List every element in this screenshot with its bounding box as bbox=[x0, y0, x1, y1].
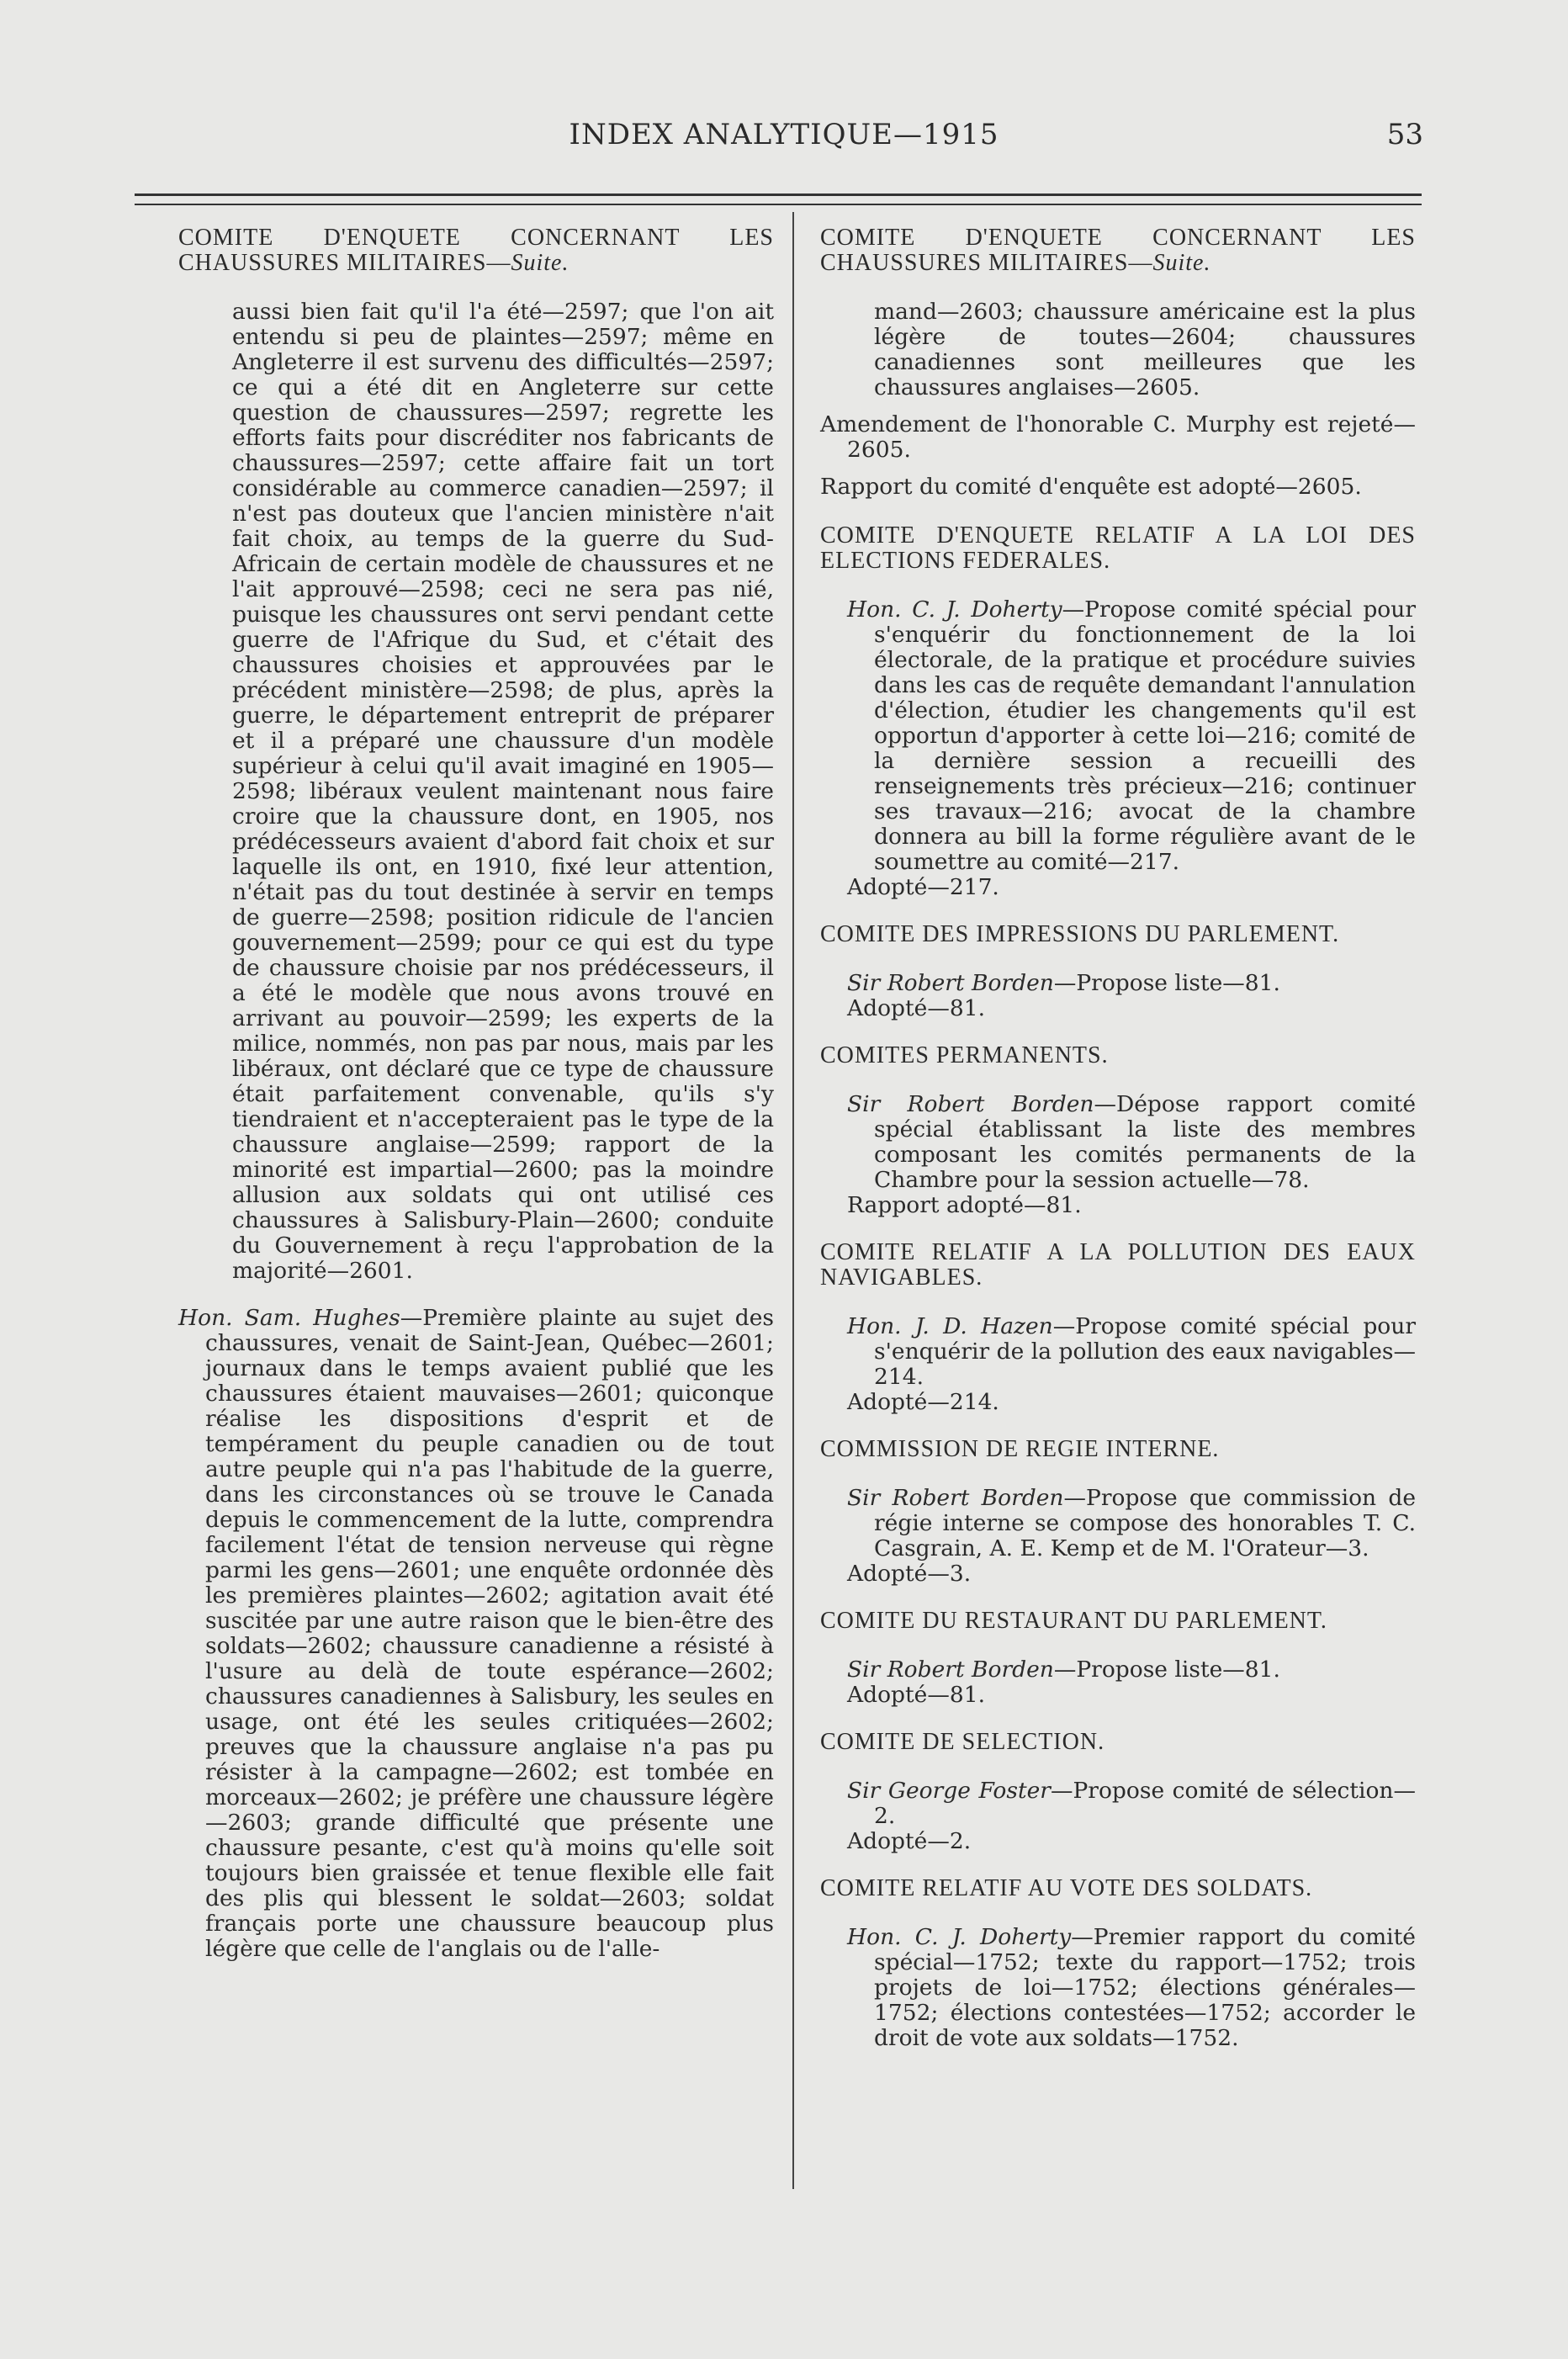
left-para-continuation: aussi bien fait qu'il l'a été—2597; que l'on ait entendu si peu de plaintes—2597; même en Angleterre il est survenu des difficultés—2597; ce qui a été dit en Angleterre sur cette question de chaussures—2597; regrette les efforts faits pour discréditer nos fabricants de chaussures—2597; cette affaire fait un tort considérable au commerce canadien—2597; il n'est pas douteux que l'ancien ministère n'ait fait choix, au temps de la guerre du Sud-Africain de certain modèle de chaussures et ne l'ait approuvé—2598; ceci ne sera pas nié, puisque les chaussures ont servi pendant cette guerre de l'Afrique du Sud, et c'était des chaussures choisies et approuvées par le précédent ministère—2598; de plus, après la guerre, le département entreprit de préparer et il a préparé une chaussure d'un modèle supérieur à celui qu'il avait imaginé en 1905—2598; libéraux veulent maintenant nous faire croire que la chaussure dont, en 1905, nos prédécesseurs avaient d'abord fait choix et sur laquelle ils ont, en 1910, fixé leur attention, n'était pas du tout destinée à servir en temps de guerre—2598; position ridicule de l'ancien gouvernement—2599; pour ce qui est du type de chaussure choisie par nos prédécesseurs, il a été le modèle que nous avons trouvé en arrivant au pouvoir—2599; les experts de la milice, nommés, non pas par nous, mais par les libéraux, ont déclaré que ce type de chaussure était parfaitement convenable, qu'ils s'y tiendraient et n'accepteraient pas le type de la chaussure anglaise—2599; rapport de la minorité est impartial—2600; pas la moindre allusion aux soldats qui ont utilisé ces chaussures à Salisbury-Plain—2600; conduite du Gouvernement à reçu l'approbation de la majorité—2601. bbox=[232, 299, 774, 1284]
section-text: —Propose liste—81. bbox=[1053, 1657, 1280, 1683]
header-rule-thick bbox=[135, 193, 1422, 196]
section-adopted: Adopté—81. bbox=[847, 995, 985, 1021]
section-name: Hon. J. D. Hazen bbox=[847, 1313, 1053, 1339]
right-heading bbox=[820, 225, 1416, 276]
section-adopted: Adopté—3. bbox=[847, 1561, 972, 1587]
section-text: —Propose comité spécial pour s'enquérir du fonctionnement de la loi électorale, de la pratique et procédure suivies dans les cas de requête demandant l'annulation d'élection, étudier les changements qu'il est opportun d'apporter à cette loi—216; comité de la dernière session a recueilli des renseignements très précieux—216; continuer ses travaux—216; avocat de la chambre donnera au bill la forme régulière avant de le soumettre au comité—217. bbox=[874, 596, 1416, 875]
section-text: —Premier rapport du comité spécial—1752; texte du rapport—1752; trois projets de loi—1752; élections générales—1752; élections contestées—1752; accorder le droit de vote aux soldats—1752. bbox=[874, 1924, 1416, 2051]
section-heading: COMITE DU RESTAURANT DU PARLEMENT. bbox=[820, 1608, 1327, 1634]
running-head bbox=[0, 118, 1568, 160]
section-name: Sir Robert Borden bbox=[847, 1657, 1054, 1683]
section-text: —Propose comité spécial pour s'enquérir de la pollution des eaux navigables—214. bbox=[874, 1313, 1416, 1390]
section-name: Sir George Foster bbox=[847, 1778, 1051, 1804]
left-heading bbox=[178, 225, 774, 276]
section-entry bbox=[820, 971, 1416, 996]
header-rule-thin bbox=[135, 204, 1422, 205]
section-entry bbox=[820, 1657, 1416, 1683]
right-heading-text: COMITE D'ENQUETE CONCERNANT LES CHAUSSURES MILITAIRES— bbox=[820, 225, 1416, 276]
section-heading: COMITES PERMANENTS. bbox=[820, 1042, 1109, 1068]
section-text: —Dépose rapport comité spécial établissant la liste des membres composant les comités permanents de la Chambre pour la session actuelle—78. bbox=[874, 1091, 1417, 1193]
amendement-entry: Amendement de l'honorable C. Murphy est rejeté—2605. bbox=[820, 411, 1416, 463]
running-title: INDEX ANALYTIQUE—1915 bbox=[569, 118, 999, 151]
section-name: Hon. C. J. Doherty bbox=[847, 596, 1062, 623]
hughes-entry bbox=[178, 1306, 774, 1962]
section-entry bbox=[820, 1779, 1416, 1829]
right-column bbox=[820, 225, 1416, 2051]
section-adopted: Rapport adopté—81. bbox=[847, 1192, 1082, 1218]
section-name: Sir Robert Borden bbox=[847, 1091, 1094, 1117]
section-name: Sir Robert Borden bbox=[847, 1485, 1064, 1511]
left-heading-text: COMITE D'ENQUETE CONCERNANT LES CHAUSSURES MILITAIRES— bbox=[178, 225, 774, 276]
right-heading-suite: Suite. bbox=[1152, 250, 1211, 276]
section-entry bbox=[820, 1314, 1416, 1390]
section-heading: COMITE DES IMPRESSIONS DU PARLEMENT. bbox=[820, 921, 1340, 947]
section-adopted: Adopté—217. bbox=[847, 874, 999, 900]
hughes-text: —Première plainte au sujet des chaussures, venait de Saint-Jean, Québec—2601; journaux dans le temps avaient publié que les chaussures étaient mauvaises—2601; quiconque réalise les dispositions d'esprit et de tempérament du peuple canadien ou de tout autre peuple qui n'a pas l'habitude de la guerre, dans les circonstances où se trouve le Canada depuis le commencement de la lutte, comprendra facilement l'état de tension nerveuse qui règne parmi les gens—2601; une enquête ordonnée dès les premières plaintes—2602; agitation avait été suscitée par une autre raison que le bien-être des soldats—2602; chaussure canadienne a résisté à l'usure au delà de toute espérance—2602; chaussures canadiennes à Salisbury, les seules en usage, ont été les seules critiquées—2602; preuves que la chaussure anglaise n'a pas pu résister à la campagne—2602; est tombée en morceaux—2602; je préfère une chaussure légère—2603; grande difficulté que présente une chaussure pesante, c'est qu'à moins qu'elle soit toujours bien graissée et tenue flexible elle fait des plis qui blessent le soldat—2603; soldat français porte une chaussure beaucoup plus légère que celle de l'anglais ou de l'alle- bbox=[205, 1305, 774, 1962]
section-text: —Propose comité de sélection—2. bbox=[874, 1778, 1416, 1829]
rapport-entry: Rapport du comité d'enquête est adopté—2605. bbox=[820, 474, 1362, 500]
section-heading: COMMISSION DE REGIE INTERNE. bbox=[820, 1436, 1220, 1462]
section-name: Sir Robert Borden bbox=[847, 970, 1054, 996]
section-heading: COMITE D'ENQUETE RELATIF A LA LOI DES ELECTIONS FEDERALES. bbox=[820, 522, 1416, 574]
page-number: 53 bbox=[1386, 118, 1423, 151]
hughes-name: Hon. Sam. Hughes bbox=[178, 1305, 400, 1331]
section-adopted: Adopté—81. bbox=[847, 1682, 985, 1708]
section-entry bbox=[820, 1486, 1416, 1561]
section-adopted: Adopté—214. bbox=[847, 1389, 999, 1415]
section-entry bbox=[820, 1092, 1416, 1193]
right-sections bbox=[820, 523, 1416, 2051]
section-entry bbox=[820, 1925, 1416, 2051]
right-cont-text: mand—2603; chaussure américaine est la plus légère de toutes—2604; chaussures canadiennes sont meilleures que les chaussures anglaises—2605. bbox=[874, 299, 1416, 400]
section-heading: COMITE RELATIF AU VOTE DES SOLDATS. bbox=[820, 1875, 1313, 1901]
section-name: Hon. C. J. Doherty bbox=[847, 1924, 1072, 1950]
section-heading: COMITE RELATIF A LA POLLUTION DES EAUX NAVIGABLES. bbox=[820, 1239, 1416, 1291]
section-text: —Propose que commission de régie interne se compose des honorables T. C. Casgrain, A. E. Kemp et de M. l'Orateur—3. bbox=[874, 1485, 1417, 1561]
section-heading: COMITE DE SELECTION. bbox=[820, 1729, 1105, 1755]
left-heading-suite: Suite. bbox=[511, 250, 569, 276]
section-adopted: Adopté—2. bbox=[847, 1828, 972, 1854]
section-text: —Propose liste—81. bbox=[1053, 970, 1280, 996]
column-divider bbox=[792, 212, 794, 2189]
left-column bbox=[178, 225, 774, 1974]
section-entry bbox=[820, 597, 1416, 875]
